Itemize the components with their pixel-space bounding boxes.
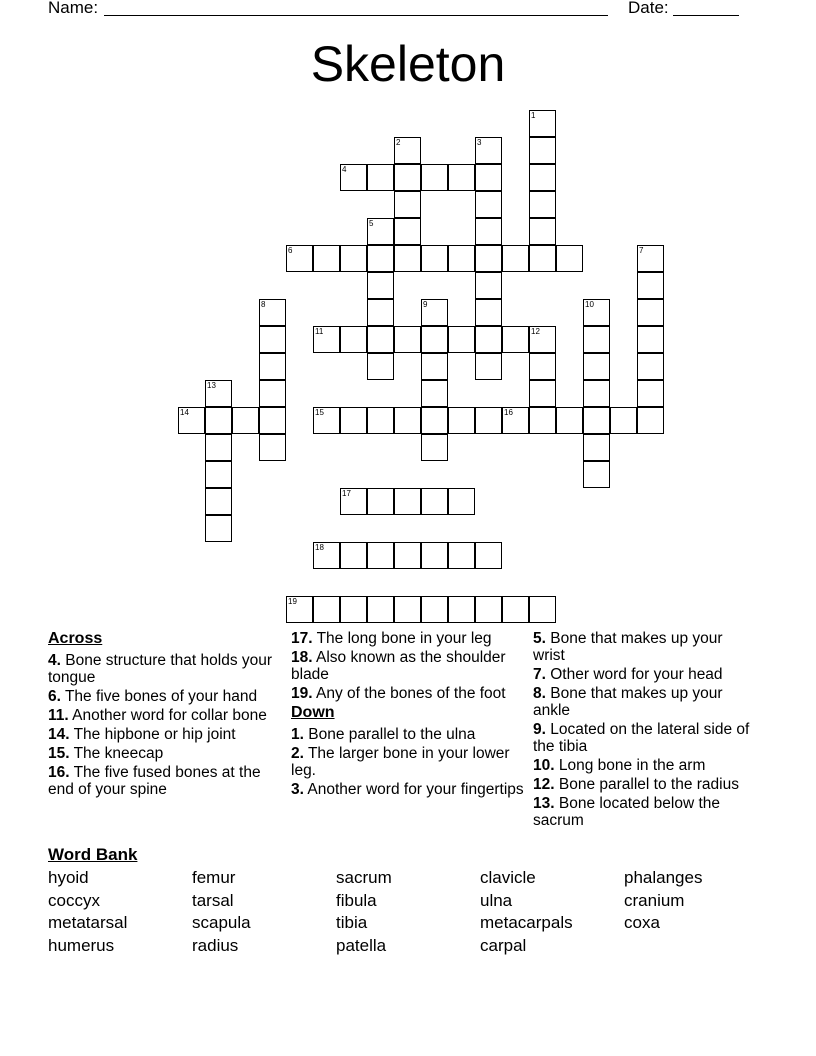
grid-cell[interactable]	[367, 272, 394, 299]
grid-cell[interactable]	[367, 488, 394, 515]
clue-text: Bone structure that holds your tongue	[48, 652, 273, 686]
grid-cell[interactable]	[421, 488, 448, 515]
grid-cell[interactable]	[529, 596, 556, 623]
clue	[291, 630, 527, 647]
clue	[291, 649, 527, 683]
clue-number: 8	[261, 300, 266, 309]
grid-cell[interactable]	[421, 245, 448, 272]
clue-text: Bone located below the sacrum	[533, 795, 721, 829]
grid-cell[interactable]	[367, 542, 394, 569]
clue-text: Other word for your head	[545, 666, 723, 683]
clue-number: 17	[342, 489, 351, 498]
grid-cell[interactable]	[394, 191, 421, 218]
grid-cell[interactable]	[583, 353, 610, 380]
grid-cell[interactable]	[475, 353, 502, 380]
grid-cell[interactable]	[313, 407, 340, 434]
grid-cell[interactable]	[394, 542, 421, 569]
grid-cell[interactable]	[475, 272, 502, 299]
grid-cell[interactable]	[502, 596, 529, 623]
grid-cell[interactable]	[367, 245, 394, 272]
grid-cell[interactable]	[259, 407, 286, 434]
grid-cell[interactable]	[475, 218, 502, 245]
word-bank-item: fibula	[336, 890, 377, 910]
grid-cell[interactable]	[529, 380, 556, 407]
word-bank-item: tibia	[336, 913, 368, 932]
clue-number: 6	[288, 246, 293, 255]
clue-number: 16	[504, 408, 513, 417]
clues-column-3	[533, 630, 753, 831]
clue	[291, 745, 527, 779]
grid-cell[interactable]	[259, 299, 286, 326]
clue-number: 19	[288, 597, 297, 606]
grid-cell[interactable]	[448, 407, 475, 434]
grid-cell[interactable]	[637, 326, 664, 353]
grid-cell[interactable]	[448, 164, 475, 191]
clue	[291, 685, 527, 702]
clue-number-label: 6.	[48, 688, 61, 705]
clue-number-label: 17.	[291, 630, 313, 647]
clue-text: Also known as the shoulder blade	[291, 649, 506, 683]
clue-number: 15	[315, 408, 324, 417]
clue-section-heading: Down	[291, 704, 335, 721]
grid-cell[interactable]	[205, 434, 232, 461]
clue-number-label: 1.	[291, 726, 304, 743]
word-bank-item: ulna	[480, 890, 513, 910]
clue-text: The long bone in your leg	[312, 630, 492, 647]
grid-cell[interactable]	[421, 353, 448, 380]
grid-cell[interactable]	[583, 299, 610, 326]
clue	[533, 630, 753, 664]
clue-number: 7	[639, 246, 644, 255]
clue-number-label: 14.	[48, 726, 70, 743]
clue	[48, 707, 284, 724]
grid-cell[interactable]	[313, 245, 340, 272]
clue	[48, 726, 284, 743]
clue-number-label: 12.	[533, 776, 555, 793]
clue	[533, 757, 753, 774]
grid-cell[interactable]	[583, 434, 610, 461]
grid-cell[interactable]	[178, 407, 205, 434]
grid-cell[interactable]	[529, 191, 556, 218]
grid-cell[interactable]	[502, 326, 529, 353]
word-bank-item: sacrum	[336, 868, 392, 887]
grid-cell[interactable]	[529, 245, 556, 272]
grid-cell[interactable]	[448, 488, 475, 515]
grid-cell[interactable]	[583, 407, 610, 434]
grid-cell[interactable]	[421, 164, 448, 191]
clue-number: 2	[396, 138, 401, 147]
word-bank-item: patella	[336, 935, 387, 955]
clues-column-1	[48, 630, 284, 800]
grid-cell[interactable]	[340, 596, 367, 623]
grid-cell[interactable]	[367, 407, 394, 434]
grid-cell[interactable]	[421, 326, 448, 353]
grid-cell[interactable]	[637, 245, 664, 272]
clue-text: Bone parallel to the ulna	[303, 726, 476, 743]
grid-cell[interactable]	[367, 326, 394, 353]
grid-cell[interactable]	[394, 596, 421, 623]
clue-section-heading: Across	[48, 630, 103, 647]
clue-text: Bone parallel to the radius	[554, 776, 739, 793]
clue	[48, 688, 284, 705]
grid-cell[interactable]	[475, 326, 502, 353]
clue-number-label: 10.	[533, 757, 555, 774]
clue	[533, 685, 753, 719]
clue	[533, 776, 753, 793]
clue	[48, 745, 284, 762]
grid-cell[interactable]	[205, 461, 232, 488]
grid-cell[interactable]	[367, 353, 394, 380]
clue	[291, 781, 527, 798]
clue-text: Located on the lateral side of the tibia	[533, 721, 750, 755]
grid-cell[interactable]	[259, 326, 286, 353]
grid-cell[interactable]	[394, 218, 421, 245]
clue-number: 13	[207, 381, 216, 390]
grid-cell[interactable]	[475, 596, 502, 623]
grid-cell[interactable]	[529, 326, 556, 353]
clue-text: The kneecap	[69, 745, 164, 762]
word-bank-item: clavicle	[480, 868, 536, 887]
grid-cell[interactable]	[529, 164, 556, 191]
grid-cell[interactable]	[394, 488, 421, 515]
grid-cell[interactable]	[637, 407, 664, 434]
word-bank-item: phalanges	[624, 868, 703, 887]
clue	[533, 721, 753, 755]
grid-cell[interactable]	[421, 434, 448, 461]
grid-cell[interactable]	[556, 245, 583, 272]
grid-cell[interactable]	[340, 542, 367, 569]
grid-cell[interactable]	[421, 542, 448, 569]
clue-number: 9	[423, 300, 428, 309]
grid-cell[interactable]	[340, 326, 367, 353]
grid-cell[interactable]	[367, 164, 394, 191]
clue-text: Another word for collar bone	[68, 707, 267, 724]
word-bank-item: femur	[192, 868, 236, 887]
word-bank-item: hyoid	[48, 868, 89, 887]
grid-cell[interactable]	[637, 299, 664, 326]
clue-number-label: 19.	[291, 685, 313, 702]
grid-cell[interactable]	[529, 218, 556, 245]
grid-cell[interactable]	[340, 245, 367, 272]
word-bank-item: radius	[192, 935, 239, 955]
clue-text: Long bone in the arm	[554, 757, 706, 774]
grid-cell[interactable]	[259, 434, 286, 461]
clue-number: 1	[531, 111, 536, 120]
clue-number: 18	[315, 543, 324, 552]
grid-cell[interactable]	[475, 407, 502, 434]
word-bank-item: coccyx	[48, 890, 100, 910]
grid-cell[interactable]	[313, 542, 340, 569]
clue-text: The hipbone or hip joint	[69, 726, 236, 743]
puzzle-title: Skeleton	[310, 36, 506, 92]
grid-cell[interactable]	[556, 407, 583, 434]
clue	[291, 726, 527, 743]
grid-cell[interactable]	[448, 596, 475, 623]
word-bank-item: carpal	[480, 935, 527, 955]
grid-cell[interactable]	[475, 542, 502, 569]
grid-cell[interactable]	[286, 596, 313, 623]
grid-cell[interactable]	[340, 407, 367, 434]
name-label: Name:	[48, 0, 99, 17]
grid-cell[interactable]	[313, 326, 340, 353]
grid-cell[interactable]	[637, 353, 664, 380]
word-bank-item: coxa	[624, 913, 660, 932]
grid-cell[interactable]	[259, 353, 286, 380]
clue	[533, 795, 753, 829]
clue-number-label: 2.	[291, 745, 304, 762]
grid-cell[interactable]	[637, 272, 664, 299]
grid-cell[interactable]	[475, 299, 502, 326]
clue-text: The five bones of your hand	[60, 688, 258, 705]
grid-cell[interactable]	[340, 488, 367, 515]
grid-cell[interactable]	[313, 596, 340, 623]
clue-number-label: 7.	[533, 666, 546, 683]
grid-cell[interactable]	[421, 407, 448, 434]
grid-cell[interactable]	[583, 326, 610, 353]
clue-number-label: 4.	[48, 652, 61, 669]
grid-cell[interactable]	[529, 407, 556, 434]
clue-number-label: 16.	[48, 764, 70, 781]
grid-cell[interactable]	[259, 380, 286, 407]
grid-cell[interactable]	[205, 380, 232, 407]
clue	[48, 764, 284, 798]
word-bank-item: scapula	[192, 913, 251, 932]
clue-number-label: 13.	[533, 795, 555, 812]
clue-text: The larger bone in your lower leg.	[291, 745, 510, 779]
clue-text: Another word for your fingertips	[303, 781, 524, 798]
grid-cell[interactable]	[475, 164, 502, 191]
grid-cell[interactable]	[448, 542, 475, 569]
clue-number-label: 9.	[533, 721, 546, 738]
clues-column-2	[291, 630, 527, 800]
grid-cell[interactable]	[367, 299, 394, 326]
grid-cell[interactable]	[205, 515, 232, 542]
word-bank-item: cranium	[624, 890, 685, 910]
grid-cell[interactable]	[205, 488, 232, 515]
clue-number: 3	[477, 138, 482, 147]
clue-number: 12	[531, 327, 540, 336]
grid-cell[interactable]	[394, 137, 421, 164]
clue-number-label: 8.	[533, 685, 546, 702]
grid-cell[interactable]	[340, 164, 367, 191]
grid-cell[interactable]	[529, 137, 556, 164]
grid-cell[interactable]	[448, 326, 475, 353]
clue-text: Bone that makes up your ankle	[533, 685, 723, 719]
word-bank-item: humerus	[48, 935, 115, 955]
word-bank-item: metatarsal	[48, 913, 128, 932]
grid-cell[interactable]	[421, 380, 448, 407]
grid-cell[interactable]	[475, 137, 502, 164]
grid-cell[interactable]	[394, 245, 421, 272]
grid-cell[interactable]	[475, 245, 502, 272]
grid-cell[interactable]	[394, 164, 421, 191]
clue-number-label: 11.	[48, 707, 69, 724]
grid-cell[interactable]	[502, 245, 529, 272]
grid-cell[interactable]	[529, 110, 556, 137]
grid-cell[interactable]	[367, 218, 394, 245]
grid-cell[interactable]	[394, 326, 421, 353]
clue	[48, 652, 284, 686]
word-bank-item: tarsal	[192, 890, 234, 910]
clue-number-label: 5.	[533, 630, 546, 647]
clue-number: 4	[342, 165, 347, 174]
grid-cell[interactable]	[421, 299, 448, 326]
clue	[533, 666, 753, 683]
grid-cell[interactable]	[394, 407, 421, 434]
clue-number: 11	[315, 327, 324, 336]
clue-text: Any of the bones of the foot	[312, 685, 506, 702]
grid-cell[interactable]	[583, 461, 610, 488]
grid-cell[interactable]	[475, 191, 502, 218]
word-bank-item: metacarpals	[480, 913, 573, 932]
date-label: Date:	[628, 0, 669, 17]
clue-number-label: 15.	[48, 745, 70, 762]
clue-number: 5	[369, 219, 374, 228]
grid-cell[interactable]	[637, 380, 664, 407]
clue-text: The five fused bones at the end of your spine	[48, 764, 261, 798]
word-bank-heading: Word Bank	[48, 845, 138, 864]
clue-number-label: 18.	[291, 649, 313, 666]
clue-number: 10	[585, 300, 594, 309]
grid-cell[interactable]	[583, 380, 610, 407]
grid-cell[interactable]	[205, 407, 232, 434]
clue-number: 14	[180, 408, 189, 417]
grid-cell[interactable]	[502, 407, 529, 434]
clue-number-label: 3.	[291, 781, 304, 798]
grid-cell[interactable]	[529, 353, 556, 380]
grid-cell[interactable]	[286, 245, 313, 272]
grid-cell[interactable]	[232, 407, 259, 434]
grid-cell[interactable]	[448, 245, 475, 272]
grid-cell[interactable]	[367, 596, 394, 623]
grid-cell[interactable]	[610, 407, 637, 434]
grid-cell[interactable]	[421, 596, 448, 623]
clue-text: Bone that makes up your wrist	[533, 630, 723, 664]
